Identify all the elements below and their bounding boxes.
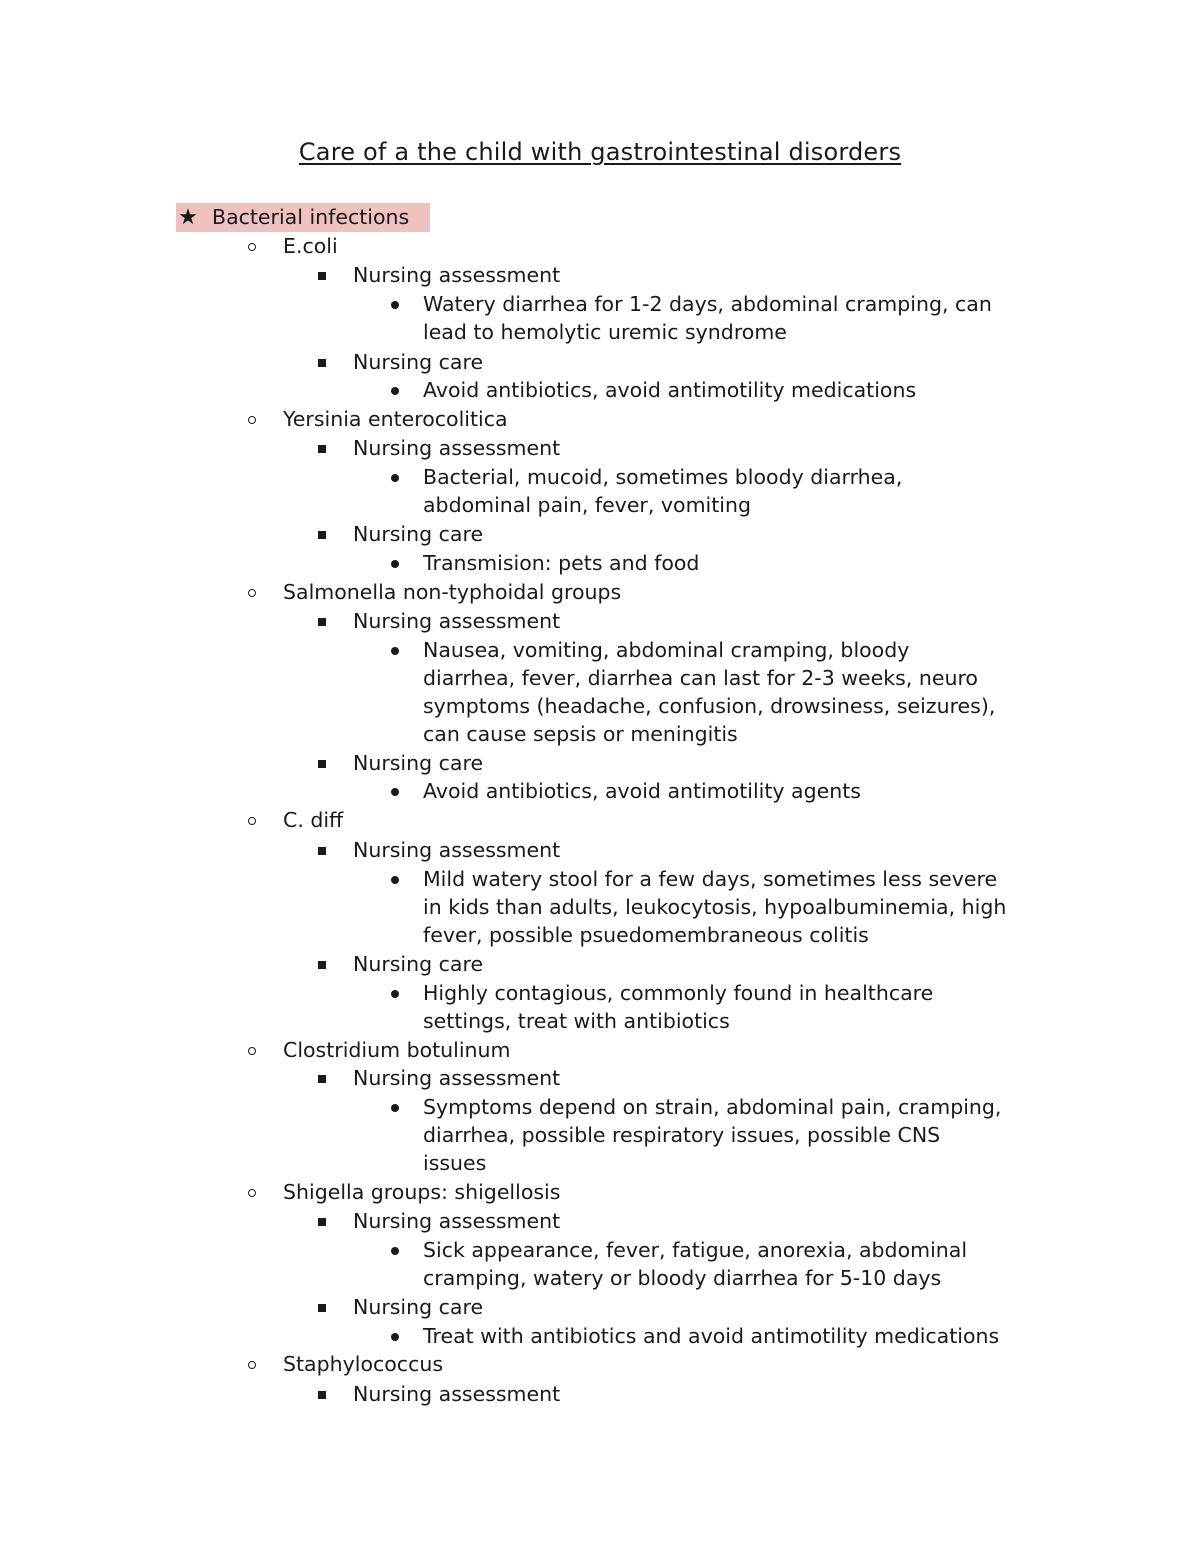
square-bullet-icon	[318, 445, 326, 453]
dot-bullet-icon	[391, 1333, 399, 1341]
square-bullet-icon	[318, 1075, 326, 1083]
list-item-level3: Highly contagious, commonly found in healthcare	[423, 981, 934, 1005]
square-bullet-icon	[318, 531, 326, 539]
list-item-level3: Watery diarrhea for 1-2 days, abdominal cramping, can	[423, 292, 992, 316]
list-item-level3-continuation: fever, possible psuedomembraneous colitis	[423, 923, 869, 947]
dot-bullet-icon	[391, 1104, 399, 1112]
list-item-level2: Nursing assessment	[353, 1209, 561, 1233]
list-item-level3-continuation: diarrhea, possible respiratory issues, possible CNS	[423, 1123, 941, 1147]
circle-bullet-icon	[248, 1047, 256, 1055]
circle-bullet-icon	[248, 589, 256, 597]
circle-bullet-icon	[248, 817, 256, 825]
list-item-level1: Yersinia enterocolitica	[283, 407, 508, 431]
list-item-level3: Bacterial, mucoid, sometimes bloody diarrhea,	[423, 465, 903, 489]
square-bullet-icon	[318, 847, 326, 855]
dot-bullet-icon	[391, 560, 399, 568]
dot-bullet-icon	[391, 788, 399, 796]
list-item-level2: Nursing care	[353, 522, 484, 546]
list-item-level3-continuation: abdominal pain, fever, vomiting	[423, 493, 751, 517]
list-item-level3: Transmision: pets and food	[423, 551, 700, 575]
circle-bullet-icon	[248, 243, 256, 251]
list-item-level2: Nursing assessment	[353, 1066, 561, 1090]
list-item-level1: E.coli	[283, 234, 338, 258]
dot-bullet-icon	[391, 474, 399, 482]
dot-bullet-icon	[391, 387, 399, 395]
list-item-level1: Salmonella non-typhoidal groups	[283, 580, 622, 604]
square-bullet-icon	[318, 272, 326, 280]
list-item-level2: Nursing care	[353, 1295, 484, 1319]
list-item-level3: Avoid antibiotics, avoid antimotility agents	[423, 779, 861, 803]
dot-bullet-icon	[391, 876, 399, 884]
section-heading: Bacterial infections	[212, 205, 410, 229]
list-item-level3-continuation: diarrhea, fever, diarrhea can last for 2-3 weeks, neuro	[423, 666, 978, 690]
list-item-level1: Staphylococcus	[283, 1352, 444, 1376]
list-item-level2: Nursing care	[353, 751, 484, 775]
dot-bullet-icon	[391, 990, 399, 998]
square-bullet-icon	[318, 618, 326, 626]
list-item-level3-continuation: issues	[423, 1151, 487, 1175]
list-item-level3: Treat with antibiotics and avoid antimotility medications	[423, 1324, 1000, 1348]
list-item-level3-continuation: can cause sepsis or meningitis	[423, 722, 738, 746]
list-item-level2: Nursing assessment	[353, 1382, 561, 1406]
list-item-level2: Nursing assessment	[353, 838, 561, 862]
list-item-level1: Clostridium botulinum	[283, 1038, 511, 1062]
circle-bullet-icon	[248, 1189, 256, 1197]
list-item-level2: Nursing assessment	[353, 436, 561, 460]
dot-bullet-icon	[391, 301, 399, 309]
square-bullet-icon	[318, 1304, 326, 1312]
circle-bullet-icon	[248, 416, 256, 424]
dot-bullet-icon	[391, 1247, 399, 1255]
document-title: Care of a the child with gastrointestinal disorders	[298, 138, 902, 166]
list-item-level2: Nursing care	[353, 350, 484, 374]
list-item-level3: Avoid antibiotics, avoid antimotility medications	[423, 378, 917, 402]
list-item-level3: Mild watery stool for a few days, sometimes less severe	[423, 867, 998, 891]
list-item-level3-continuation: cramping, watery or bloody diarrhea for 5-10 days	[423, 1266, 942, 1290]
star-bullet-icon: ★	[178, 205, 198, 230]
list-item-level3: Nausea, vomiting, abdominal cramping, bloody	[423, 638, 910, 662]
square-bullet-icon	[318, 359, 326, 367]
list-item-level1: C. diff	[283, 808, 344, 832]
list-item-level2: Nursing care	[353, 952, 484, 976]
list-item-level3-continuation: settings, treat with antibiotics	[423, 1009, 730, 1033]
square-bullet-icon	[318, 1391, 326, 1399]
list-item-level2: Nursing assessment	[353, 609, 561, 633]
list-item-level2: Nursing assessment	[353, 263, 561, 287]
list-item-level3: Sick appearance, fever, fatigue, anorexia, abdominal	[423, 1238, 968, 1262]
list-item-level3-continuation: lead to hemolytic uremic syndrome	[423, 320, 787, 344]
circle-bullet-icon	[248, 1361, 256, 1369]
list-item-level3: Symptoms depend on strain, abdominal pain, cramping,	[423, 1095, 1002, 1119]
list-item-level3-continuation: symptoms (headache, confusion, drowsiness, seizures),	[423, 694, 996, 718]
list-item-level3-continuation: in kids than adults, leukocytosis, hypoalbuminemia, high	[423, 895, 1007, 919]
square-bullet-icon	[318, 961, 326, 969]
list-item-level1: Shigella groups: shigellosis	[283, 1180, 561, 1204]
square-bullet-icon	[318, 760, 326, 768]
dot-bullet-icon	[391, 647, 399, 655]
square-bullet-icon	[318, 1218, 326, 1226]
